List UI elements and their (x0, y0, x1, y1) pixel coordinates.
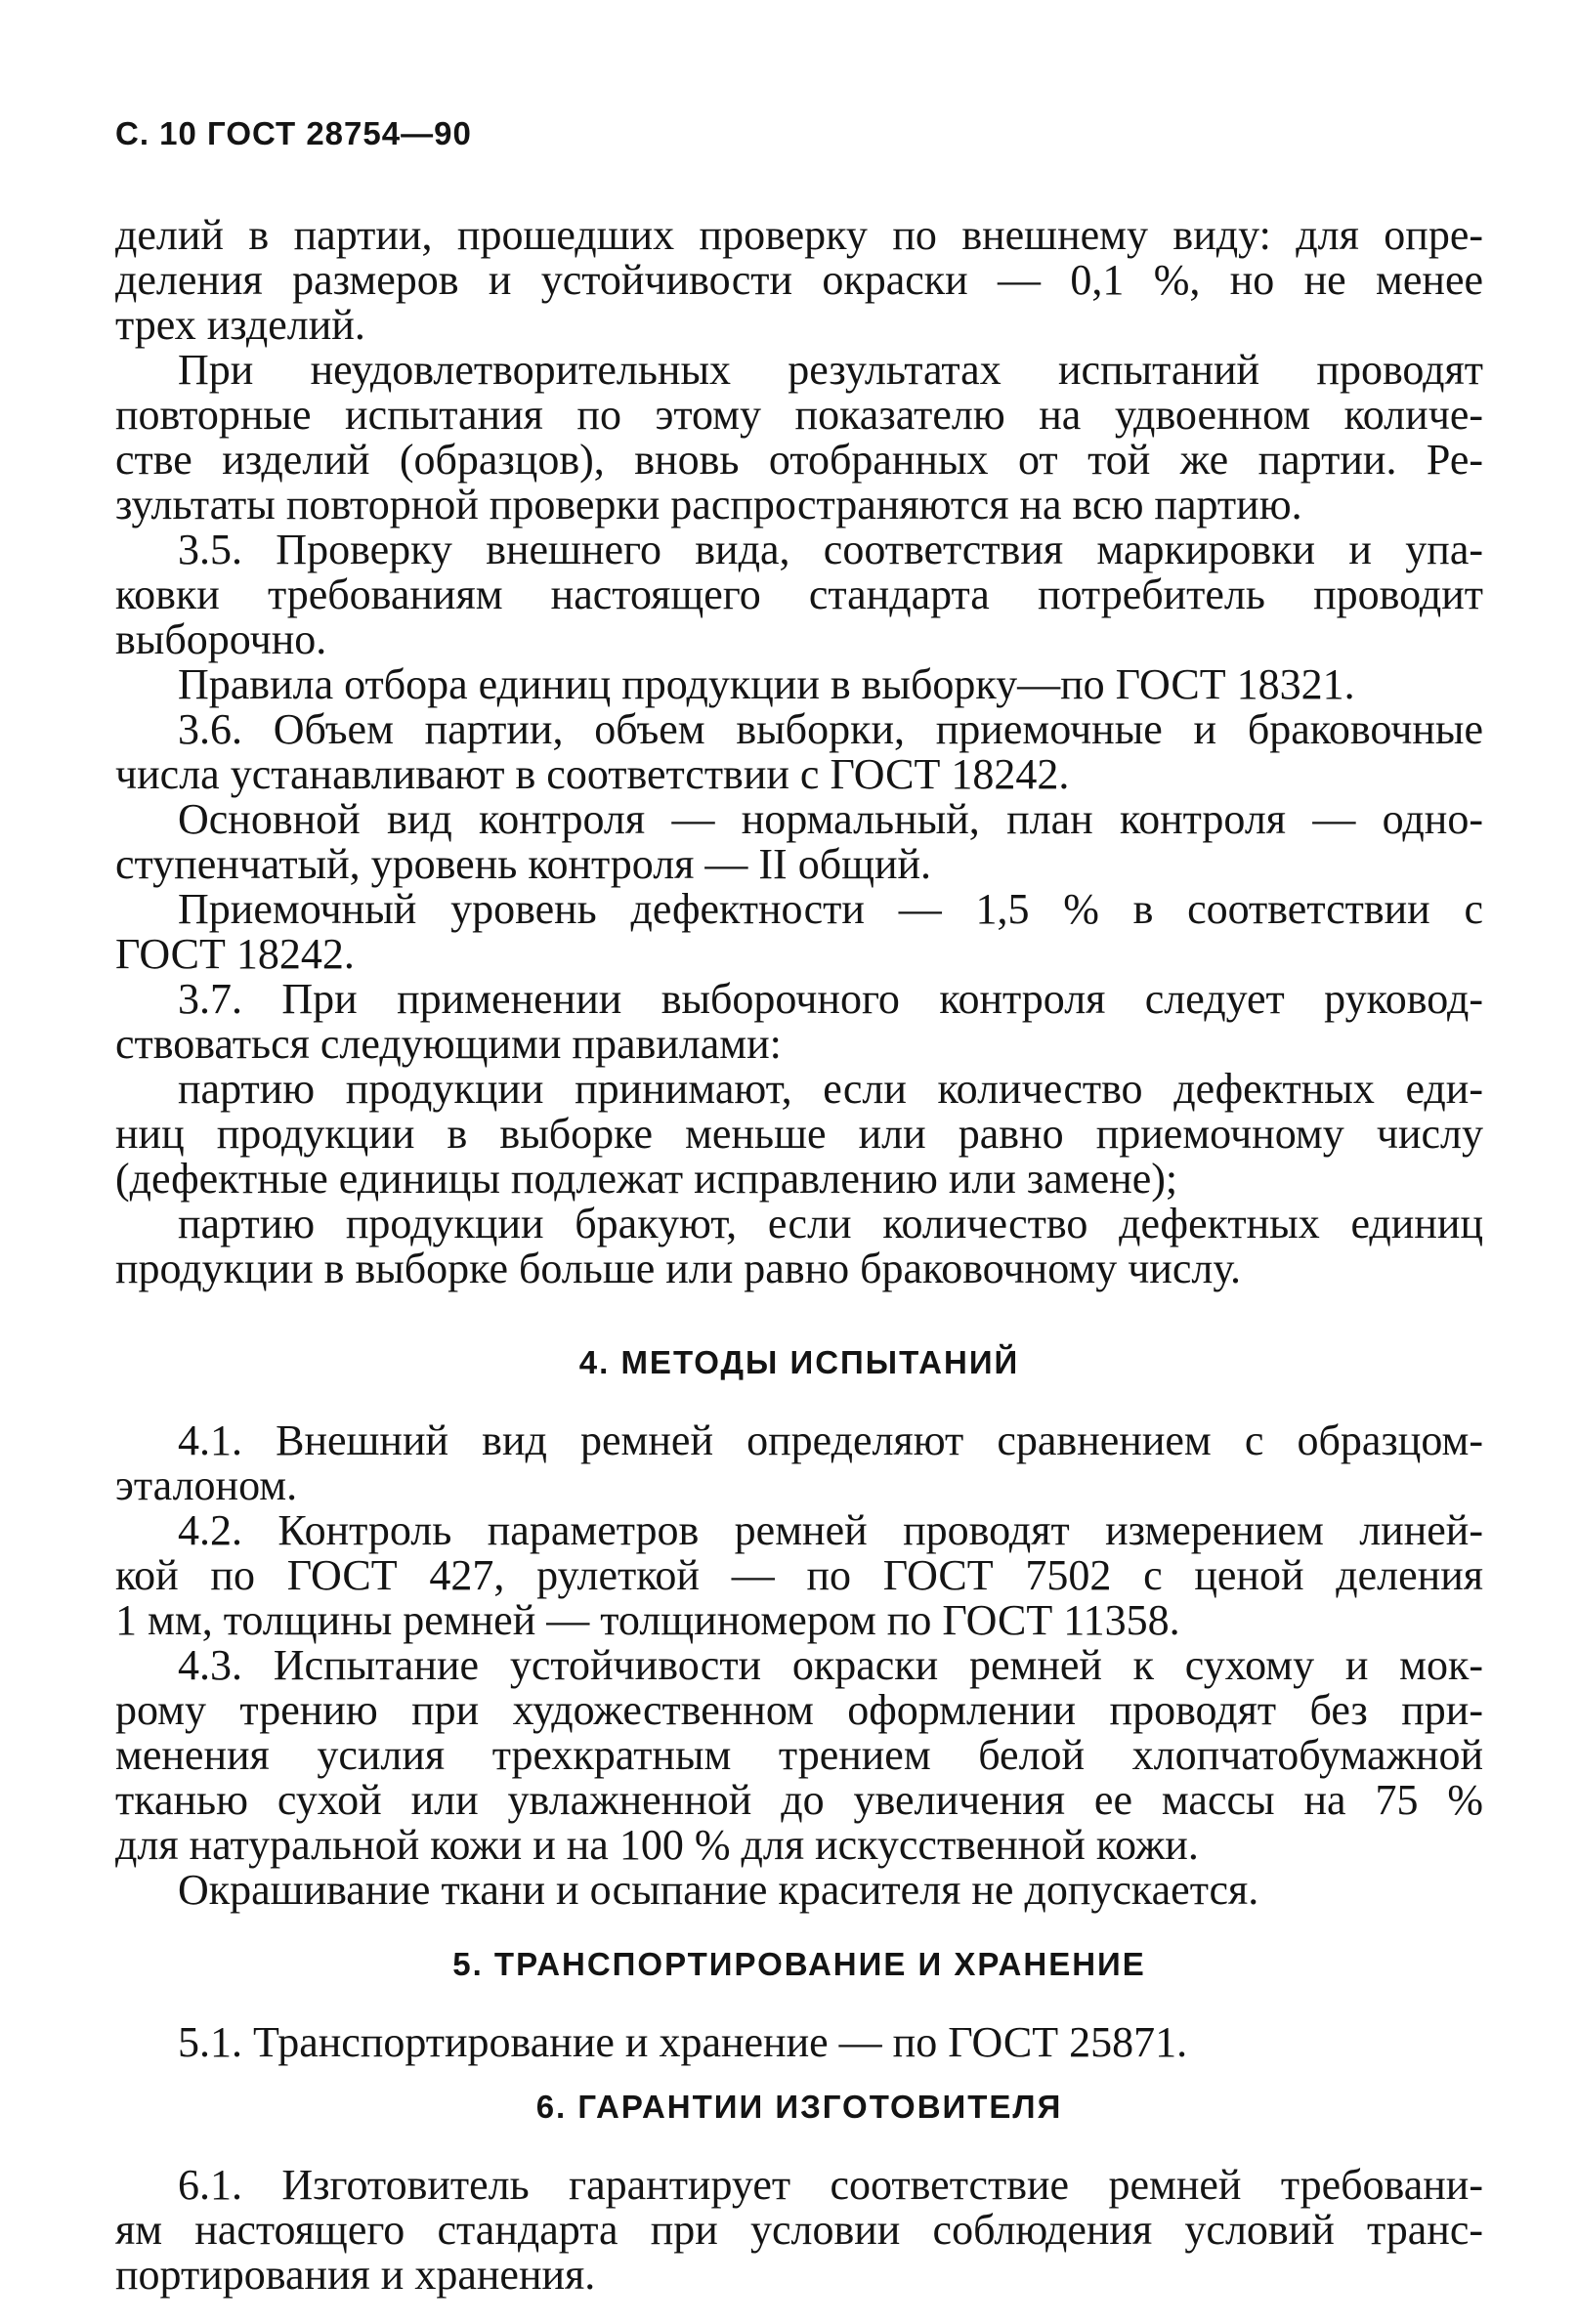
text-line: зультаты повторной проверки распространяются на всю партию. (115, 481, 1302, 528)
text-line: эталоном. (115, 1461, 298, 1509)
text-line: 3.5. Проверку внешнего вида, соответствия маркировки и упа- (178, 526, 1483, 573)
page-header: С. 10 ГОСТ 28754—90 (115, 115, 472, 151)
paragraph (115, 1418, 1483, 1508)
text-line: тканью сухой или увлажненной до увеличения ее массы на 75 % (115, 1776, 1483, 1824)
text-line: ниц продукции в выборке меньше или равно приемочному числу (115, 1110, 1483, 1158)
section-heading-test-methods: 4. МЕТОДЫ ИСПЫТАНИЙ (578, 1344, 1020, 1380)
text-line: Правила отбора единиц продукции в выборку—по ГОСТ 18321. (178, 660, 1355, 708)
text-line: 4.3. Испытание устойчивости окраски ремней к сухому и мок- (178, 1641, 1483, 1689)
paragraph (115, 1643, 1483, 1868)
text-line: продукции в выборке больше или равно браковочному числу. (115, 1245, 1241, 1292)
paragraph (115, 977, 1483, 1067)
text-line: числа устанавливают в соответствии с ГОСТ 18242. (115, 750, 1070, 798)
section-heading-transport-storage: 5. ТРАНСПОРТИРОВАНИЕ И ХРАНЕНИЕ (452, 1946, 1146, 1982)
text-line: портирования и хранения. (115, 2251, 596, 2299)
section-heading-manufacturer-warranty: 6. ГАРАНТИИ ИЗГОТОВИТЕЛЯ (535, 2089, 1063, 2125)
text-line: рому трению при художественном оформлении проводят без при- (115, 1686, 1483, 1734)
text-line: деления размеров и устойчивости окраски — 0,1 %, но не менее (115, 256, 1483, 304)
text-line: 1 мм, толщины ремней — толщиномером по ГОСТ 11358. (115, 1596, 1180, 1644)
text-line: кой по ГОСТ 427, рулеткой — по ГОСТ 7502 с ценой деления (115, 1551, 1483, 1599)
text-line: ствоваться следующими правилами: (115, 1020, 782, 1068)
text-line: трех изделий. (115, 301, 365, 349)
paragraph (115, 1508, 1483, 1643)
paragraph (115, 1202, 1483, 1291)
text-line: ковки требованиям настоящего стандарта потребитель проводит (115, 570, 1483, 618)
paragraph (115, 1868, 1483, 1913)
text-line: Приемочный уровень дефектности — 1,5 % в соответствии с (178, 885, 1483, 933)
paragraph (115, 887, 1483, 977)
paragraph (115, 2163, 1483, 2298)
paragraph (115, 662, 1483, 707)
paragraph (115, 348, 1483, 528)
paragraph (115, 213, 1483, 348)
text-line: 5.1. Транспортирование и хранение — по ГОСТ 25871. (178, 2018, 1188, 2066)
paragraph (115, 707, 1483, 797)
text-line: Основной вид контроля — нормальный, план контроля — одно- (178, 795, 1483, 843)
text-line: ям настоящего стандарта при условии соблюдения условий транс- (115, 2206, 1483, 2254)
text-line: 4.1. Внешний вид ремней определяют сравнением с образцом- (178, 1416, 1483, 1464)
text-line: 3.7. При применении выборочного контроля следует руковод- (178, 975, 1483, 1023)
text-line: стве изделий (образцов), вновь отобранных от той же партии. Ре- (115, 436, 1483, 484)
text-line: для натуральной кожи и на 100 % для искусственной кожи. (115, 1821, 1199, 1869)
text-line: партию продукции принимают, если количество дефектных еди- (178, 1065, 1483, 1113)
text-line: повторные испытания по этому показателю на удвоенном количе- (115, 391, 1483, 439)
text-line: При неудовлетворительных результатах испытаний проводят (178, 346, 1483, 394)
text-line: менения усилия трехкратным трением белой хлопчатобумажной (115, 1731, 1483, 1779)
text-line: делий в партии, прошедших проверку по внешнему виду: для опре- (115, 211, 1483, 259)
text-line: партию продукции бракуют, если количество дефектных единиц (178, 1200, 1483, 1247)
text-line: выборочно. (115, 615, 327, 663)
text-line: (дефектные единицы подлежат исправлению или замене); (115, 1155, 1178, 1203)
text-line: Окрашивание ткани и осыпание красителя не допускается. (178, 1866, 1259, 1914)
text-line: 3.6. Объем партии, объем выборки, приемочные и браковочные (178, 705, 1483, 753)
text-line: ступенчатый, уровень контроля — II общий. (115, 840, 932, 888)
paragraph (115, 1067, 1483, 1202)
paragraph (115, 528, 1483, 662)
text-line: 6.1. Изготовитель гарантирует соответствие ремней требовани- (178, 2161, 1483, 2209)
paragraph (115, 2020, 1483, 2065)
text-line: 4.2. Контроль параметров ремней проводят измерением линей- (178, 1506, 1483, 1554)
text-line: ГОСТ 18242. (115, 930, 355, 978)
paragraph (115, 797, 1483, 887)
